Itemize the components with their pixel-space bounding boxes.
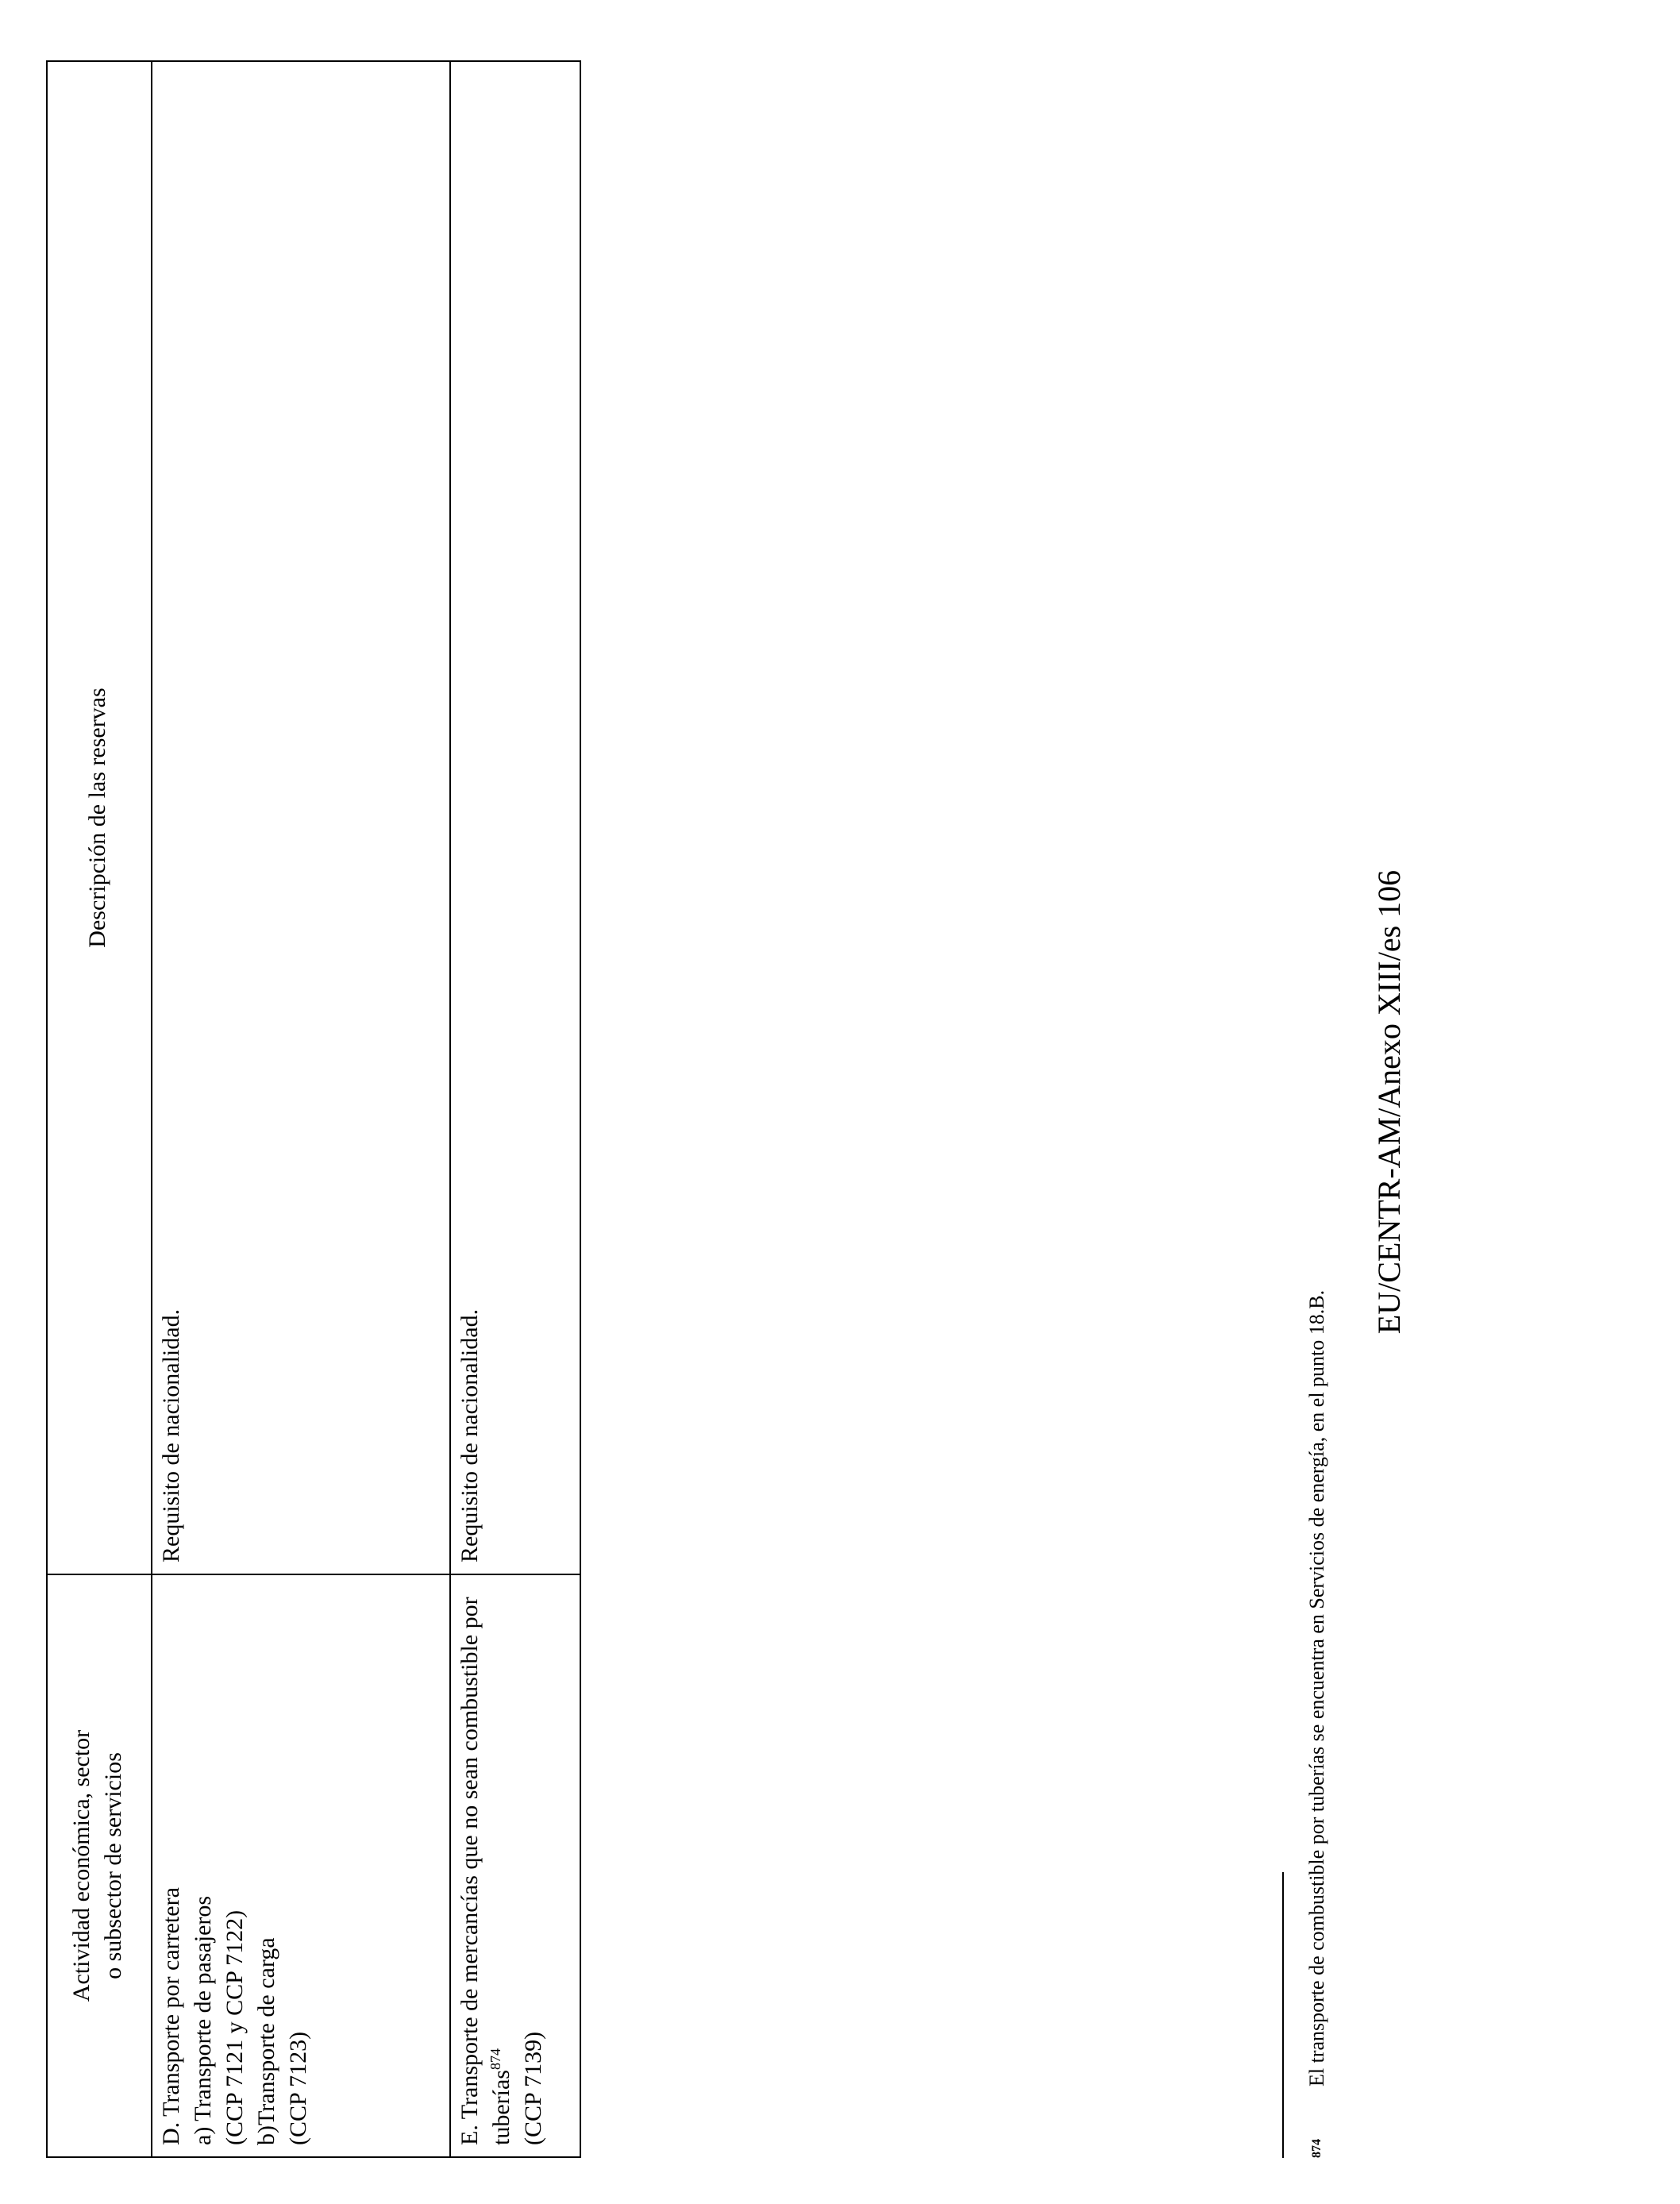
row-e-code: (CCP 7139)	[520, 2031, 546, 2145]
header-sector-line1: Actividad económica, sector	[68, 1729, 94, 2002]
header-sector	[47, 1574, 152, 2157]
row-d-line: D. Transporte por carretera	[158, 1887, 184, 2145]
page-reference: EU/CENTR-AM/Anexo XIII/es 106	[1371, 869, 1407, 1335]
row-d-description: Requisito de nacionalidad.	[152, 61, 450, 1574]
row-d-line: a) Transporte de pasajeros	[190, 1895, 216, 2145]
header-description: Descripción de las reservas	[47, 61, 152, 1574]
table-row	[450, 61, 580, 2157]
row-d-line: (CCP 7121 y CCP 7122)	[222, 1909, 248, 2145]
footnote	[1304, 1290, 1331, 2158]
footnote-divider	[1282, 1872, 1284, 2158]
row-e-description: Requisito de nacionalidad.	[450, 61, 580, 1574]
table-row	[152, 61, 450, 2157]
row-d-sector	[152, 1574, 450, 2157]
row-e-sector	[450, 1574, 580, 2157]
footnote-reference[interactable]: 874	[487, 2048, 503, 2071]
row-d-line: (CCP 7123)	[285, 2031, 311, 2145]
table-header-row	[47, 61, 152, 2157]
footnote-text: El transporte de combustible por tuberías se encuentra en Servicios de energía, en el punto 18.B.	[1305, 1289, 1328, 2086]
row-d-line: b)Transporte de carga	[253, 1937, 279, 2145]
reservations-table	[46, 60, 581, 2158]
row-e-text: E. Transporte de mercancías que no sean combustible por tuberías	[457, 1597, 514, 2145]
header-sector-line2: o subsector de servicios	[100, 1752, 126, 1979]
footnote-number: 874	[1310, 2139, 1324, 2158]
